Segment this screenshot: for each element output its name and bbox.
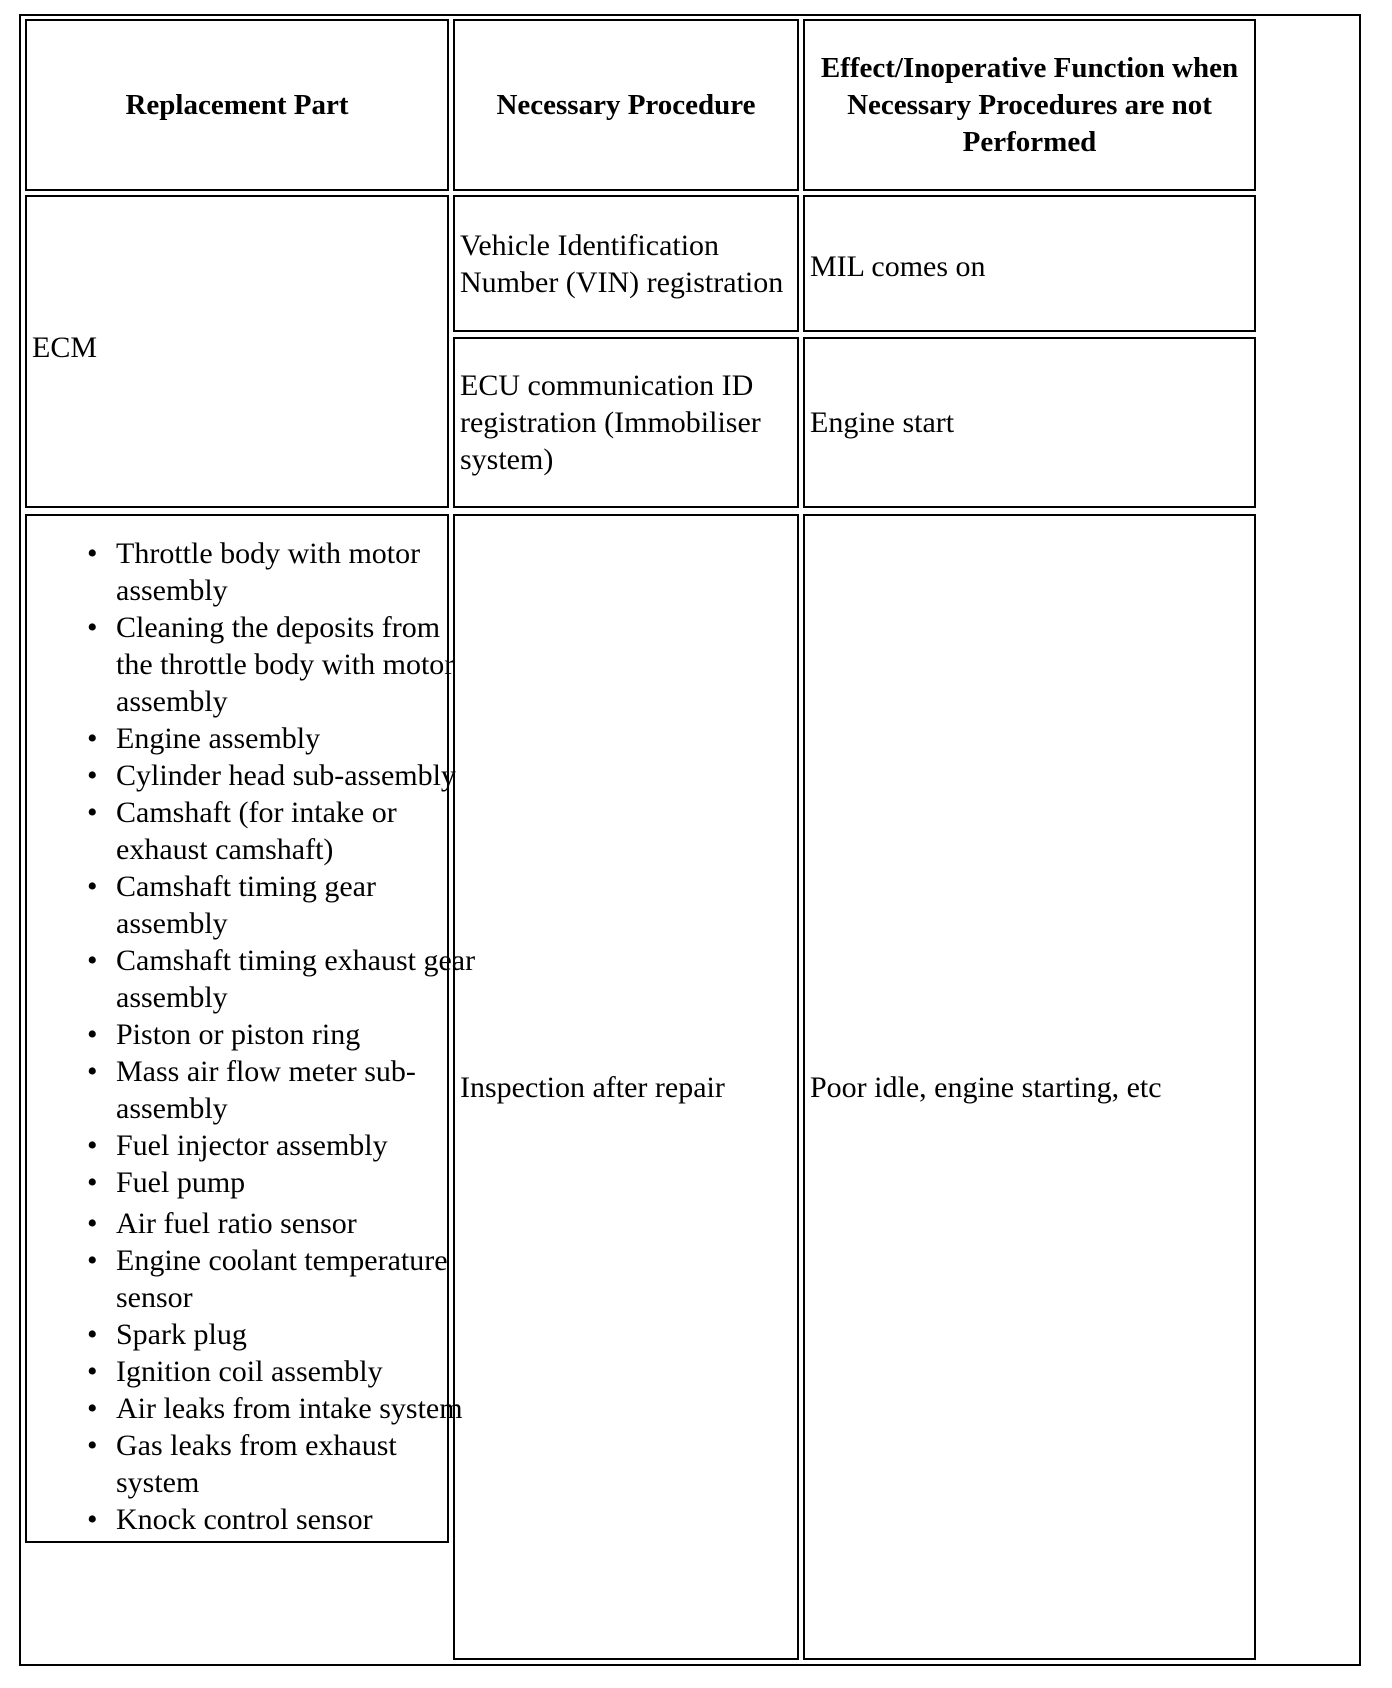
- header-replacement-part-text: Replacement Part: [125, 88, 349, 121]
- inspection-effect-text: Poor idle, engine starting, etc: [810, 1070, 1162, 1104]
- list-item: • Engine assembly: [87, 722, 321, 755]
- list-item: • Knock control sensor: [87, 1503, 373, 1536]
- cell-inspection-effect: [803, 514, 1256, 1660]
- cell-parts-list: [25, 514, 476, 1543]
- list-item: • Gas leaks from exhaust system: [87, 1429, 397, 1499]
- header-necessary-procedure-text: Necessary Procedure: [496, 88, 756, 121]
- inspection-procedure-text: Inspection after repair: [460, 1070, 725, 1104]
- ecu-id-procedure-text: ECU communication ID registration (Immobiliser system): [460, 369, 761, 476]
- ecm-part-text: ECM: [32, 331, 98, 364]
- list-item: • Air fuel ratio sensor: [87, 1207, 357, 1240]
- list-item: • Spark plug: [87, 1318, 247, 1351]
- list-item: • Throttle body with motor assembly: [87, 537, 421, 607]
- cell-ecu-id-procedure: [453, 337, 799, 508]
- list-item: • Mass air flow meter sub-assembly: [87, 1055, 416, 1125]
- header-effect-text: Effect/Inoperative Function when Necessary Procedures are not Performed: [820, 51, 1239, 158]
- cell-inspection-procedure: [453, 514, 799, 1660]
- list-item: • Camshaft timing gear assembly: [87, 870, 376, 940]
- list-item: • Piston or piston ring: [87, 1018, 361, 1051]
- list-item: • Ignition coil assembly: [87, 1355, 383, 1388]
- list-item: • Fuel injector assembly: [87, 1129, 388, 1162]
- header-replacement-part: [25, 19, 449, 191]
- list-item: • Camshaft (for intake or exhaust camshaft): [87, 796, 397, 866]
- cell-ecm-part: [25, 195, 449, 508]
- header-necessary-procedure: [453, 19, 799, 191]
- list-item: • Air leaks from intake system: [87, 1392, 463, 1425]
- vin-effect-text: MIL comes on: [810, 250, 986, 283]
- list-item: • Camshaft timing exhaust gear assembly: [87, 944, 476, 1014]
- header-effect: [803, 19, 1256, 191]
- cell-vin-procedure: [453, 195, 799, 332]
- cell-ecu-id-effect: [803, 337, 1256, 508]
- cell-vin-effect: [803, 195, 1256, 332]
- vin-procedure-text: Vehicle Identification Number (VIN) registration: [460, 228, 784, 299]
- list-item: • Cleaning the deposits from the throttle body with motor assembly: [87, 611, 455, 718]
- list-item: • Cylinder head sub-assembly: [87, 759, 456, 792]
- ecu-id-effect-text: Engine start: [810, 406, 955, 439]
- list-item: • Fuel pump: [87, 1166, 246, 1199]
- parts-list: [87, 535, 477, 1538]
- list-item: • Engine coolant temperature sensor: [87, 1244, 448, 1314]
